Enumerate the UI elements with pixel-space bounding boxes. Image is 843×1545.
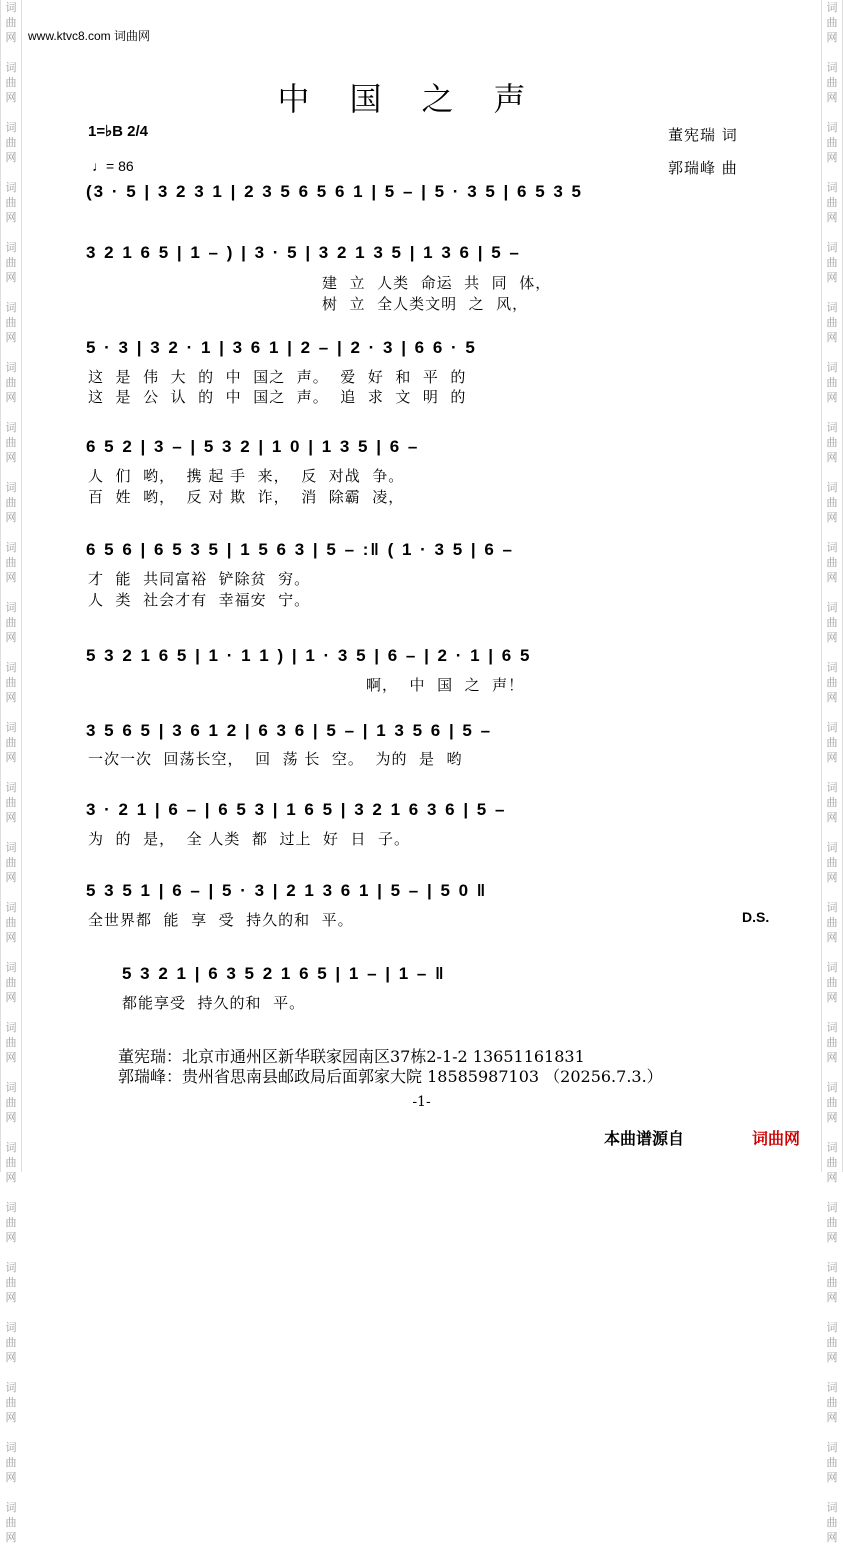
- footer-lyricist-contact: 董宪瑞：北京市通州区新华联家园南区37栋2-1-2 13651161831: [118, 1047, 585, 1066]
- lyric-line-9: 全世界都 能 享 受 持久的和 平。: [88, 911, 354, 929]
- lyric-line-6: 啊， 中 国 之 声！: [366, 676, 525, 694]
- staff-line-6: 5 3 2 1 6 5 | 1 · 1 1 ) | 1 · 3 5 | 6 – | 2 · 1 | 6 5: [86, 646, 532, 665]
- source-label: 本曲谱源自: [604, 1129, 685, 1148]
- staff-line-7: 3 5 6 5 | 3 6 1 2 | 6 3 6 | 5 – | 1 3 5 6 | 5 –: [86, 721, 493, 740]
- staff-line-8: 3 · 2 1 | 6 – | 6 5 3 | 1 6 5 | 3 2 1 6 3 6 | 5 –: [86, 800, 507, 819]
- staff-line-9: 5 3 5 1 | 6 – | 5 · 3 | 2 1 3 6 1 | 5 – | 5 0 ‖: [86, 881, 488, 900]
- page-number: -1-: [412, 1094, 431, 1110]
- lyric-line-5b: 人 类 社会才有 幸福安 宁。: [88, 591, 311, 609]
- footer-composer-contact: 郭瑞峰：贵州省思南县邮政局后面郭家大院 18585987103 （20256.7.3.）: [118, 1067, 663, 1086]
- lyric-line-2a: 建 立 人类 命运 共 同 体，: [322, 274, 552, 292]
- staff-line-5: 6 5 6 | 6 5 3 5 | 1 5 6 3 | 5 – :‖ ( 1 · 3 5 | 6 –: [86, 540, 515, 559]
- lyric-line-7: 一次一次 回荡长空， 回 荡 长 空。 为的 是 哟: [88, 750, 463, 768]
- staff-line-3: 5 · 3 | 3 2 · 1 | 3 6 1 | 2 – | 2 · 3 | 6 6 · 5: [86, 338, 477, 357]
- tempo-marking: ♩= 86: [92, 158, 134, 174]
- key-signature: 1=♭B 2/4: [88, 123, 149, 140]
- lyric-line-8: 为 的 是， 全 人类 都 过上 好 日 子。: [88, 830, 411, 848]
- lyric-line-10: 都能享受 持久的和 平。: [122, 994, 306, 1012]
- lyric-line-3b: 这 是 公 认 的 中 国之 声。 追 求 文 明 的: [88, 388, 467, 406]
- ds-marking: D.S.: [742, 909, 770, 925]
- staff-line-4: 6 5 2 | 3 – | 5 3 2 | 1 0 | 1 3 5 | 6 –: [86, 437, 420, 456]
- site-label[interactable]: www.ktvc8.com 词曲网: [28, 29, 151, 43]
- composer-credit: 郭瑞峰 曲: [668, 159, 738, 177]
- lyric-line-5a: 才 能 共同富裕 铲除贫 穷。: [88, 570, 311, 588]
- staff-line-1: (3 · 5 | 3 2 3 1 | 2 3 5 6 5 6 1 | 5 – | 5 · 3 5 | 6 5 3 5: [86, 182, 584, 201]
- staff-line-10: 5 3 2 1 | 6 3 5 2 1 6 5 | 1 – | 1 – ‖: [122, 964, 446, 983]
- right-watermark-strip: 词 曲 网 词 曲 网 词 曲 网 词 曲 网 词 曲 网 词 曲 网 词 曲 网 词 曲 网 词 曲 网 词 曲 网 词 曲 网 词 曲 网 词 曲 网 词 曲 网 词 曲 网 词 曲 网 词 曲 网 词 曲 网 词 曲 网 词 曲 网 词 曲 网 词 曲 网 词 曲 网 词 曲 网 词 曲 网 词 曲 网: [821, 0, 843, 1172]
- lyric-line-4b: 百 姓 哟， 反 对 欺 诈， 消 除霸 凌，: [88, 488, 405, 506]
- staff-line-2: 3 2 1 6 5 | 1 – ) | 3 · 5 | 3 2 1 3 5 | 1 3 6 | 5 –: [86, 243, 521, 262]
- lyric-line-2b: 树 立 全人类文明 之 风，: [322, 295, 529, 313]
- lyricist-credit: 董宪瑞 词: [668, 126, 738, 144]
- brand-logo[interactable]: 词曲网: [752, 1129, 801, 1148]
- lyric-line-4a: 人 们 哟， 携 起 手 来， 反 对战 争。: [88, 467, 405, 485]
- lyric-line-3a: 这 是 伟 大 的 中 国之 声。 爱 好 和 平 的: [88, 368, 467, 386]
- song-title: 中国之声: [277, 80, 566, 118]
- left-watermark-strip: 词 曲 网 词 曲 网 词 曲 网 词 曲 网 词 曲 网 词 曲 网 词 曲 网 词 曲 网 词 曲 网 词 曲 网 词 曲 网 词 曲 网 词 曲 网 词 曲 网 词 曲 网 词 曲 网 词 曲 网 词 曲 网 词 曲 网 词 曲 网 词 曲 网 词 曲 网 词 曲 网 词 曲 网 词 曲 网 词 曲 网: [0, 0, 22, 1172]
